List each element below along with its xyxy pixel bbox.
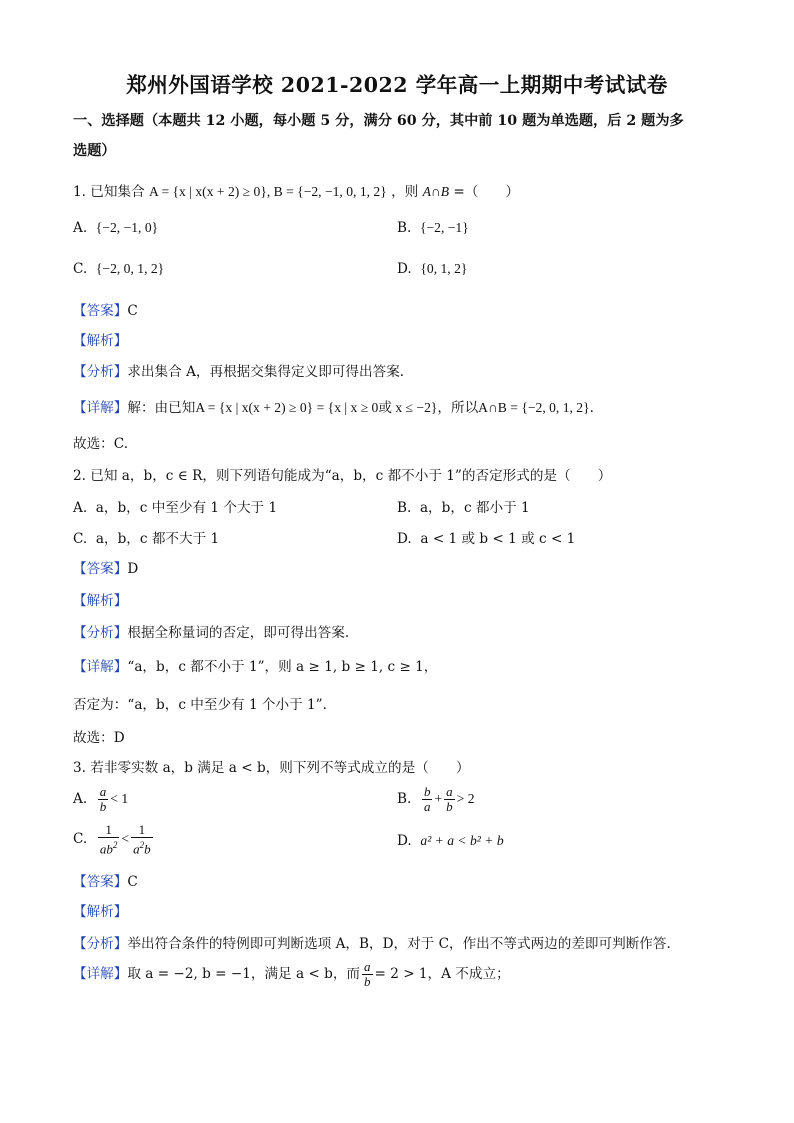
q1-detail: 【详解】解：由已知A = {x | x(x + 2) ≥ 0} = {x | x ≥ 0或 x ≤ −2}，所以A∩B = {−2, 0, 1, 2}. <box>73 400 594 416</box>
q3-method: 【分析】举出符合条件的特例即可判断选项 A，B，D，对于 C，作出不等式两边的差即可判断作答. <box>73 936 671 952</box>
question-3-stem: 3. 若非零实数 a，b 满足 a < b，则下列不等式成立的是（ ） <box>73 760 470 776</box>
question-1-stem <box>73 180 519 200</box>
page-title: 郑州外国语学校 2021-2022 学年高一上期期中考试试卷 <box>126 73 668 97</box>
q2-method: 【分析】根据全称量词的否定，即可得出答案. <box>73 625 350 641</box>
fraction-a-over-b: $\frac{a}{b}$ <box>446 784 453 814</box>
q1-suffix: ，则 <box>391 184 419 200</box>
fraction-1-over-a2b: $\frac{1}{a^2b}$ <box>133 822 151 857</box>
q3-option-d: D. a² + a < b² + b <box>397 833 504 849</box>
q2-answer: 【答案】D <box>73 561 139 577</box>
q3-detail: 【详解】取 a = −2, b = −1，满足 a < b，而 $\frac{a}{b}$ = 2 > 1，A 不成立； <box>73 959 510 989</box>
q2-detail: 【详解】“a，b，c 都不小于 1”，则 a ≥ 1, b ≥ 1, c ≥ 1， <box>73 659 438 675</box>
q1-option-d: D. {0, 1, 2} <box>397 261 468 277</box>
q2-option-d: D. a < 1 或 b < 1 或 c < 1 <box>397 531 576 547</box>
q3-option-b: B. $\frac{b}{a}$ + $\frac{a}{b}$ > 2 <box>397 784 475 814</box>
section-heading: 一、选择题（本题共 12 小题，每小题 5 分，满分 60 分，其中前 10 题为单选题，后 2 题为多 <box>73 113 684 129</box>
q2-analysis-label: 【解析】 <box>73 593 128 609</box>
q1-expr: A∩B <box>422 184 450 199</box>
fraction-a-over-b: $\frac{a}{b}$ <box>364 959 371 989</box>
question-2-stem: 2. 已知 a，b，c ∈ R，则下列语句能成为“a，b，c 都不小于 1”的否定形式的是（ ） <box>73 468 612 484</box>
q1-prefix: 1. 已知集合 <box>73 184 145 200</box>
q3-option-c: C. $\frac{1}{ab^2}$ < $\frac{1}{a^2b}$ <box>73 822 151 857</box>
q1-sets: A = {x | x(x + 2) ≥ 0}, B = {−2, −1, 0, 1, 2} <box>149 184 387 199</box>
fraction-b-over-a: $\frac{b}{a}$ <box>423 784 431 814</box>
q2-negation: 否定为：“a，b，c 中至少有 1 个小于 1”. <box>73 697 327 713</box>
q1-method: 【分析】求出集合 A，再根据交集得定义即可得出答案. <box>73 364 405 380</box>
fraction-1-over-ab2: $\frac{1}{ab^2}$ <box>99 822 118 857</box>
q2-option-b: B. a，b，c 都小于 1 <box>397 500 530 516</box>
q1-option-a: A. {−2, −1, 0} <box>73 220 159 236</box>
q1-paren: =（ ） <box>453 184 520 200</box>
q3-option-a: A. $\frac{a}{b}$ < 1 <box>73 784 129 814</box>
q1-option-c: C. {−2, 0, 1, 2} <box>73 261 165 277</box>
q1-analysis-label: 【解析】 <box>73 333 128 349</box>
section-heading-cont: 选题） <box>73 143 116 159</box>
q3-analysis-label: 【解析】 <box>73 904 128 920</box>
q1-answer: 【答案】C <box>73 303 138 319</box>
q2-conclusion: 故选：D <box>73 730 125 746</box>
q3-answer: 【答案】C <box>73 874 138 890</box>
q2-option-c: C. a，b，c 都不大于 1 <box>73 531 220 547</box>
q1-conclusion: 故选：C. <box>73 436 129 452</box>
q1-option-b: B. {−2, −1} <box>397 220 469 236</box>
q2-option-a: A. a，b，c 中至少有 1 个大于 1 <box>73 500 278 516</box>
fraction-a-over-b: $\frac{a}{b}$ <box>99 784 107 814</box>
